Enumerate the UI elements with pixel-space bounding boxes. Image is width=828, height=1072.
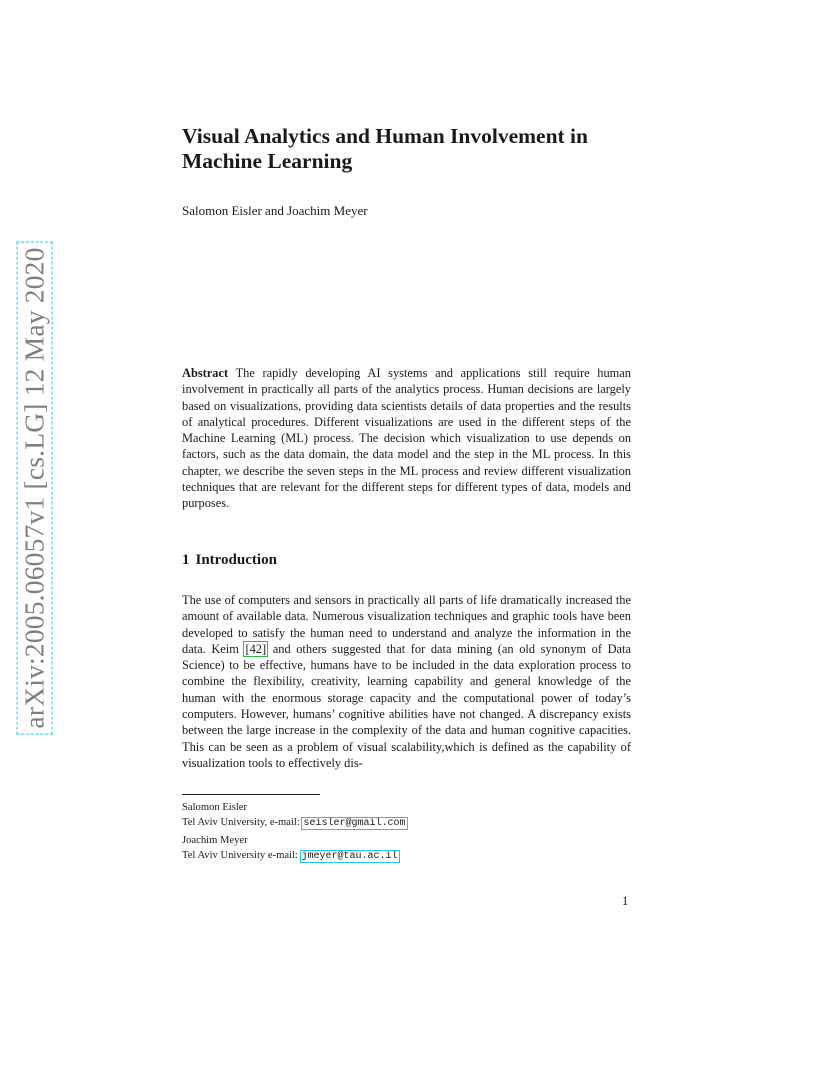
paper-title: Visual Analytics and Human Involvement in Machine Learning <box>182 124 588 173</box>
arxiv-stamp-text[interactable]: arXiv:2005.06057v1 [cs.LG] 12 May 2020 <box>19 243 51 732</box>
footnote-affiliation-text: Tel Aviv University, e-mail: <box>182 816 303 828</box>
citation-link[interactable]: [42] <box>245 641 267 656</box>
arxiv-stamp[interactable] <box>19 240 50 735</box>
footnote-author-name: Salomon Eisler <box>182 802 248 813</box>
intro-text-after-citation: and others suggested that for data mining (an old synonym of Data Science) to be effective, humans have to be included in the data exploration process to combine the flexibility, creativity, learning capability and general knowledge of the human with the enormous storage capacity and the computational power of today’s computers. However, humans’ cognitive abilities have not changed. A discrepancy exists between the large increase in the complexity of the data and human cognitive capacities. This can be seen as a problem of visual scalability,which is defined as the capability of visualization tools to effectively dis- <box>182 641 631 770</box>
abstract-text: The rapidly developing AI systems and applications still require human involvement in practically all parts of the analytics process. Human decisions are largely based on visualizations, providing data scientists details of data properties and the results of analytical procedures. Different visualizations are used in the different steps of the Machine Learning (ML) process. The decision which visualization to use depends on factors, such as the data domain, the data model and the step in the ML process. In this chapter, we describe the seven steps in the ML process and review different visualization techniques that are relevant for the different steps for different types of data, models and purposes. <box>182 366 631 511</box>
footnote-author-1 <box>182 801 631 831</box>
page-number: 1 <box>622 894 629 908</box>
footnote-affiliation <box>182 816 631 832</box>
footnote-rule <box>182 794 320 795</box>
email-link[interactable]: seisler@gmail.com <box>303 817 406 829</box>
footnote-author-name: Joachim Meyer <box>182 835 248 846</box>
footnote-author-2 <box>182 834 631 864</box>
intro-paragraph <box>182 592 631 771</box>
section-number: 1 <box>182 552 190 568</box>
section-title: Introduction <box>195 552 277 568</box>
abstract <box>182 365 631 512</box>
footnote-affiliation-text: Tel Aviv University e-mail: <box>182 849 301 861</box>
email-link[interactable]: jmeyer@tau.ac.il <box>301 850 398 862</box>
abstract-label: Abstract <box>182 366 229 380</box>
author-list: Salomon Eisler and Joachim Meyer <box>182 203 368 218</box>
footnote-affiliation <box>182 849 631 865</box>
section-heading <box>182 550 277 570</box>
intro-text-before-citation: The use of computers and sensors in practically all parts of life dramatically increased the amount of available data. Numerous visualization techniques and graphic tools have been developed to satisfy the human need to understand and analyze the information in the data. Keim <box>182 593 631 656</box>
